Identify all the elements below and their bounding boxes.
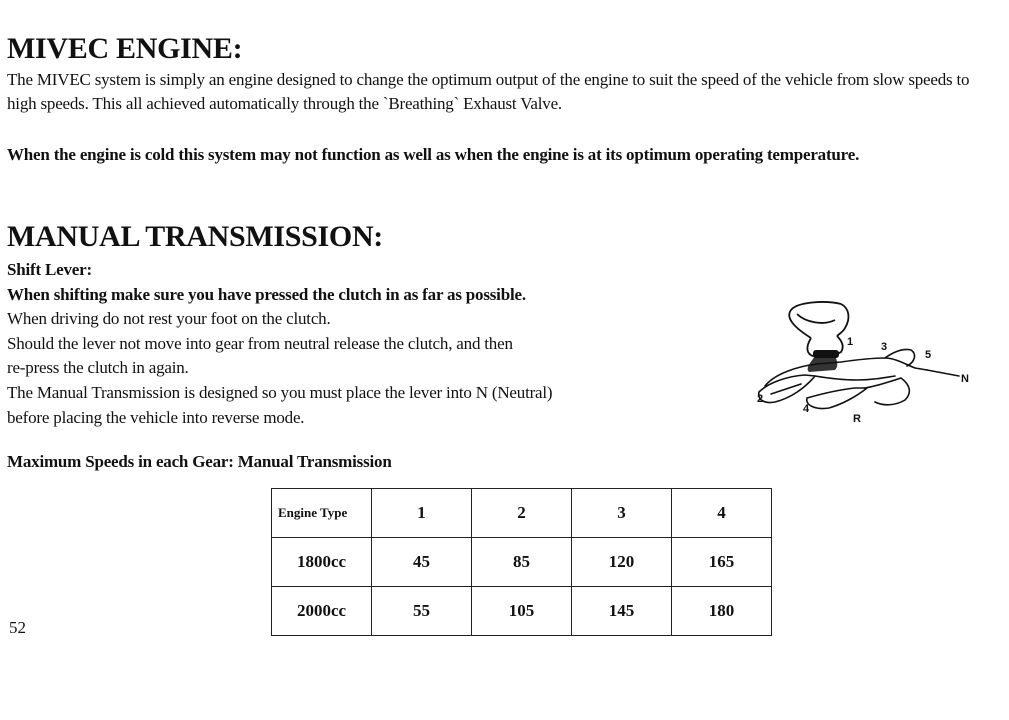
table-cell: 120: [572, 538, 672, 587]
shift-lever-heading: Shift Lever:: [7, 260, 92, 279]
gear-label-5: 5: [925, 349, 932, 361]
table-header-row: [272, 489, 772, 538]
table-cell: 1800cc: [272, 538, 372, 587]
clutch-instruction: When shifting make sure you have pressed the clutch in as far as possible.: [7, 284, 526, 304]
table-cell: 145: [572, 587, 672, 636]
table-row: [272, 538, 772, 587]
max-speeds-table: [271, 488, 772, 636]
table-cell: 45: [372, 538, 472, 587]
table-row: [272, 587, 772, 636]
instruction-line: Should the lever not move into gear from neutral release the clutch, and then: [7, 333, 513, 353]
max-speeds-heading: Maximum Speeds in each Gear: Manual Transmission: [7, 452, 392, 471]
gear-label-neutral: N: [961, 373, 969, 385]
gear-shifter-illustration: [745, 298, 980, 433]
header-cell: 1: [372, 489, 472, 538]
manual-transmission-title: MANUAL TRANSMISSION:: [7, 220, 384, 253]
table-cell: 165: [672, 538, 772, 587]
mivec-section-title: MIVEC ENGINE:: [7, 32, 243, 65]
mivec-description: The MIVEC system is simply an engine designed to change the optimum output of the engine to suit the speed of the vehicle from slow speeds to high speeds. This all achieved automatically through the `Breathing` Exhaust Valve.: [7, 70, 970, 113]
shift-lever-section: [7, 258, 727, 430]
table-cell: 55: [372, 587, 472, 636]
gear-label-3: 3: [881, 341, 888, 353]
page-number: 52: [9, 618, 26, 637]
header-cell: Engine Type: [272, 489, 372, 538]
instruction-line: re-press the clutch in again.: [7, 358, 189, 378]
mivec-cold-warning: When the engine is cold this system may not function as well as when the engine is at its optimum operating temperature.: [7, 145, 860, 164]
gear-label-1: 1: [847, 336, 854, 348]
table-cell: 85: [472, 538, 572, 587]
instruction-line: When driving do not rest your foot on the clutch.: [7, 309, 331, 329]
header-cell: 3: [572, 489, 672, 538]
gear-label-4: 4: [803, 403, 810, 415]
header-cell: 4: [672, 489, 772, 538]
gear-label-2: 2: [757, 393, 764, 405]
header-cell: 2: [472, 489, 572, 538]
instruction-line: before placing the vehicle into reverse mode.: [7, 407, 305, 427]
table-cell: 180: [672, 587, 772, 636]
gear-label-reverse: R: [853, 413, 861, 425]
table-cell: 105: [472, 587, 572, 636]
instruction-line: The Manual Transmission is designed so you must place the lever into N (Neutral): [7, 382, 553, 402]
table-cell: 2000cc: [272, 587, 372, 636]
